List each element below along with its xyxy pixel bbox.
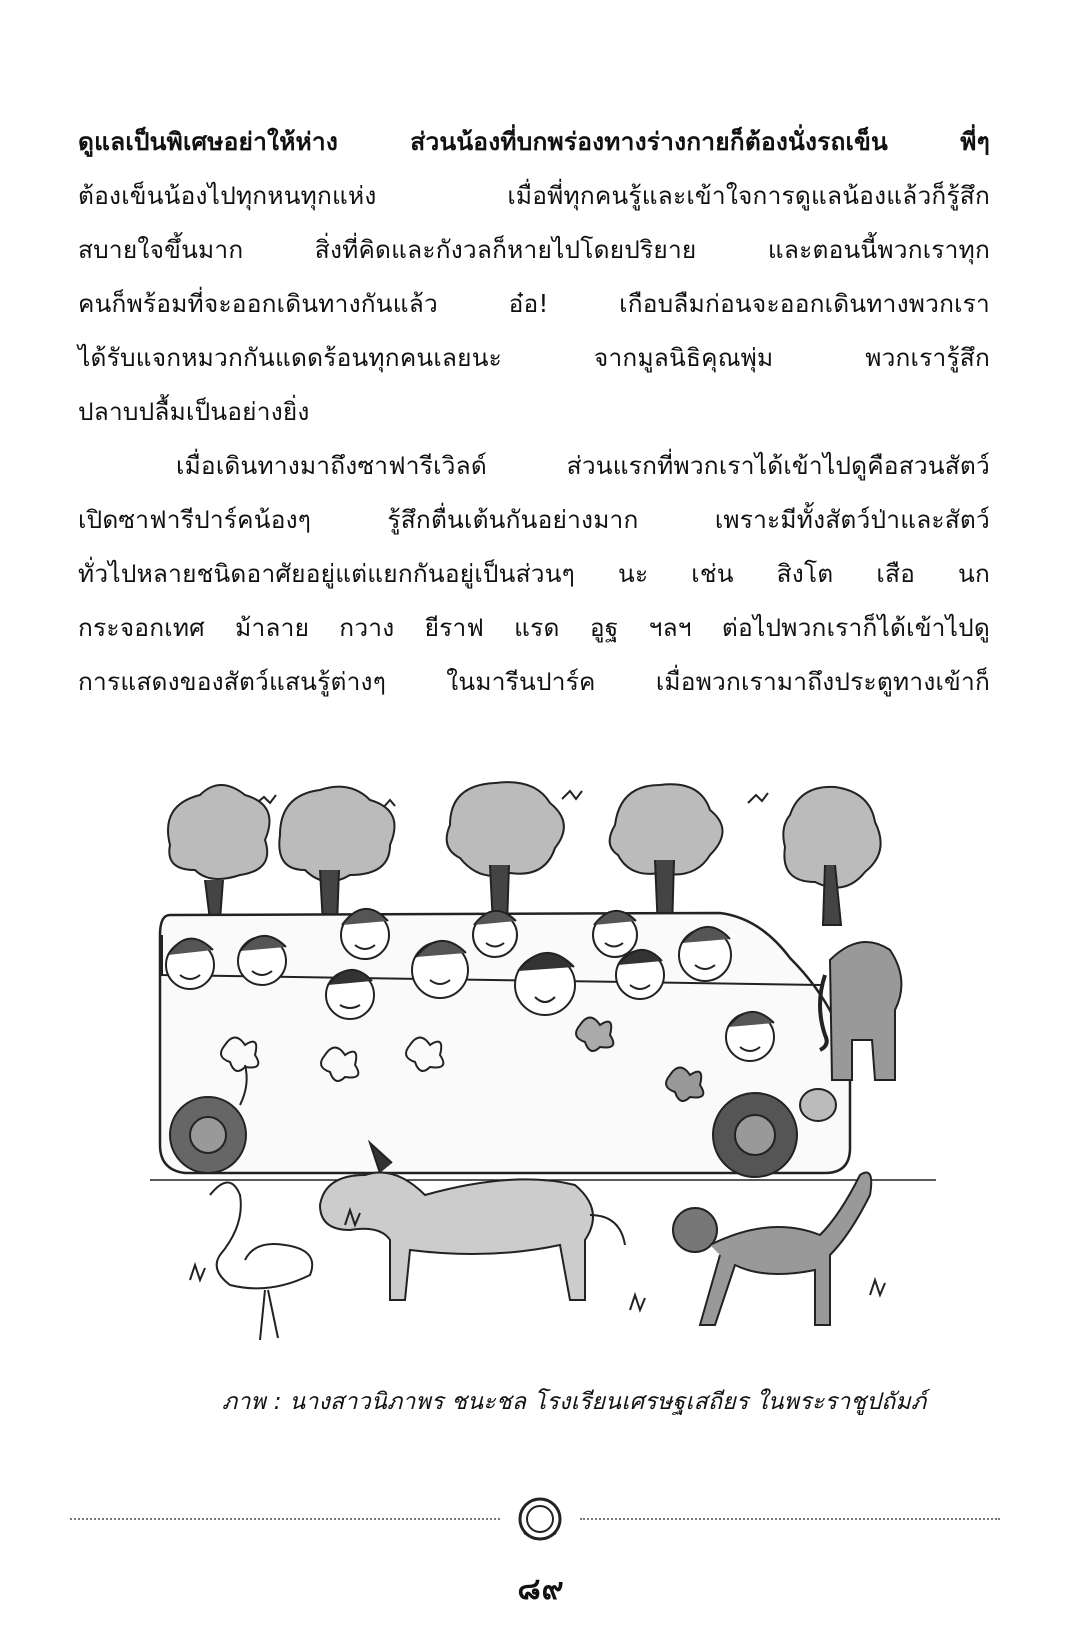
ornament-icon <box>514 1493 566 1545</box>
tree-icon <box>783 787 880 925</box>
child-icon <box>326 970 374 1019</box>
wheel-icon <box>713 1093 797 1177</box>
text-line: ปลาบปลื้มเป็นอย่างยิ่ง <box>78 397 310 426</box>
text-line: การแสดงของสัตว์แสนรู้ต่างๆ ในมารีนปาร์ค เมื่อพวกเรามาถึงประตูทางเข้าก็ <box>78 667 990 696</box>
tree-icon <box>610 784 723 930</box>
text-line: ได้รับแจกหมวกกันแดดร้อนทุกคนเลยนะ จากมูลนิธิคุณพุ่ม พวกเรารู้สึก <box>78 343 990 372</box>
text-line: คนก็พร้อมที่จะออกเดินทางกันแล้ว อ๋อ! เกือบลืมก่อนจะออกเดินทางพวกเรา <box>78 289 990 318</box>
monkey-icon <box>673 1173 871 1326</box>
page-number: ๘๙ <box>517 1572 565 1607</box>
child-icon <box>238 936 286 985</box>
tree-icon <box>168 785 270 920</box>
image-caption: ภาพ : นางสาวนิภาพร ชนะชล โรงเรียนเศรษฐเสถียร ในพระราชูปถัมภ์ <box>222 1389 927 1415</box>
elephant-icon <box>820 942 901 1080</box>
text-line: กระจอกเทศ ม้าลาย กวาง ยีราฟ แรด อูฐ ฯลฯ ต่อไปพวกเราก็ได้เข้าไปดู <box>78 613 990 642</box>
text-line: เปิดซาฟารีปาร์คน้องๆ รู้สึกตื่นเต้นกันอย่างมาก เพราะมีทั้งสัตว์ป่าและสัตว์ <box>78 505 990 534</box>
wheel-icon <box>170 1097 246 1173</box>
bird-icon <box>562 791 582 799</box>
bird-icon <box>748 793 768 803</box>
text-line: ต้องเข็นน้องไปทุกหนทุกแห่ง เมื่อพี่ทุกคนรู้และเข้าใจการดูแลน้องแล้วก็รู้สึก <box>78 181 990 210</box>
child-icon <box>726 1012 774 1061</box>
divider-left <box>70 1518 500 1520</box>
child-icon <box>341 909 389 959</box>
child-icon <box>616 950 664 999</box>
bus-illustration <box>150 775 936 1343</box>
child-icon <box>593 911 637 957</box>
tree-icon <box>279 787 394 925</box>
text-line: ทั่วไปหลายชนิดอาศัยอยู่แต่แยกกันอยู่เป็นส่วนๆ นะ เช่น สิงโต เสือ นก <box>78 559 990 588</box>
child-icon <box>515 953 575 1015</box>
divider-right <box>580 1518 1000 1520</box>
text-line: สบายใจขึ้นมาก สิ่งที่คิดและกังวลก็หายไปโดยปริยาย และตอนนี้พวกเราทุก <box>78 235 990 264</box>
child-icon <box>473 911 517 957</box>
tree-icon <box>447 782 564 925</box>
flamingo-icon <box>210 1183 312 1341</box>
child-icon <box>412 941 468 998</box>
text-line: ดูแลเป็นพิเศษอย่าให้ห่าง ส่วนน้องที่บกพร่องทางร่างกายก็ต้องนั่งรถเข็น พี่ๆ <box>78 127 990 156</box>
text-line: เมื่อเดินทางมาถึงซาฟารีเวิลด์ ส่วนแรกที่พวกเราได้เข้าไปดูคือสวนสัตว์ <box>176 451 990 480</box>
